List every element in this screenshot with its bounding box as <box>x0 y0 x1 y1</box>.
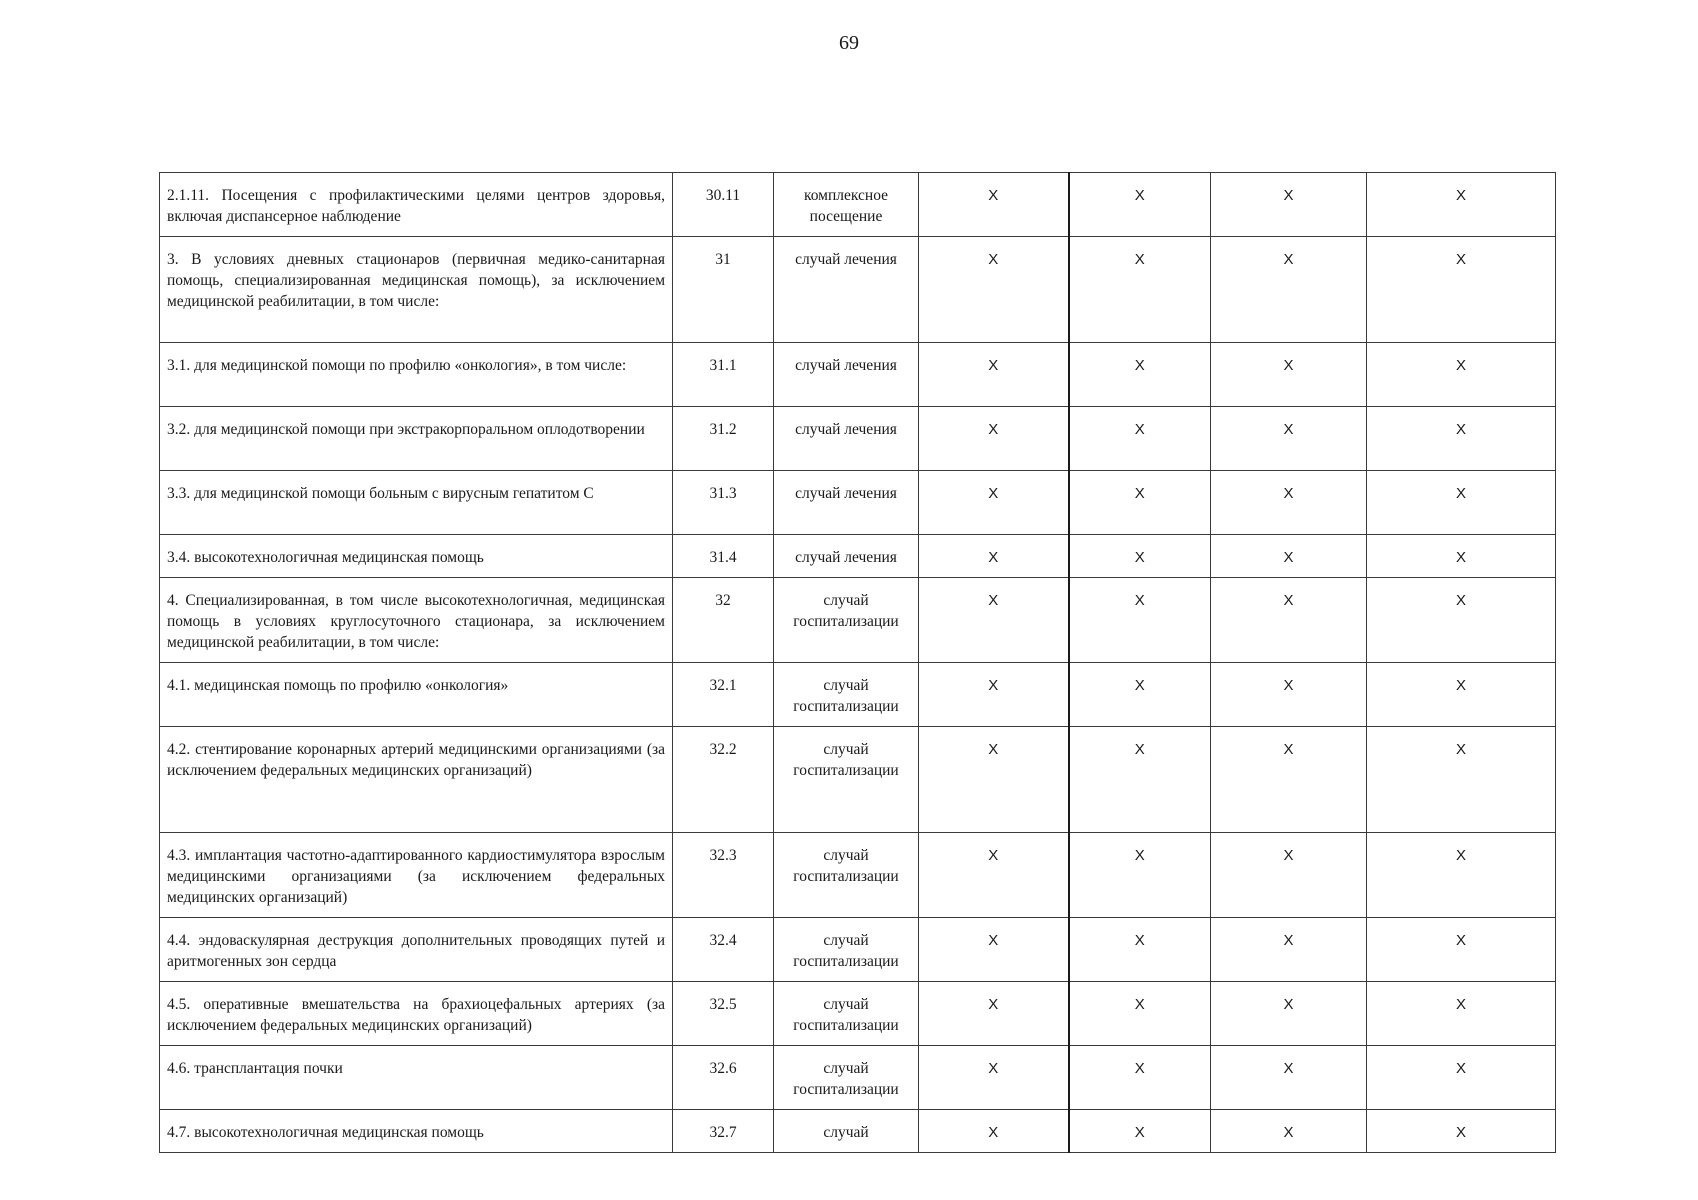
row-name-cell: 3.3. для медицинской помощи больным с вирусным гепатитом С <box>160 471 673 535</box>
table-row <box>160 237 1556 343</box>
table-row <box>160 1110 1556 1153</box>
row-value-cell: X <box>1211 663 1367 727</box>
row-code-cell: 31.3 <box>673 471 774 535</box>
row-name-cell: 4.7. высокотехнологичная медицинская помощь <box>160 1110 673 1153</box>
row-code-cell: 32.6 <box>673 1046 774 1110</box>
row-value-cell: X <box>1069 471 1211 535</box>
row-code-cell: 32 <box>673 578 774 663</box>
table-row <box>160 982 1556 1046</box>
row-value-cell: X <box>1069 918 1211 982</box>
row-value-cell: X <box>1211 535 1367 578</box>
row-value-cell: X <box>1069 663 1211 727</box>
row-value-cell: X <box>1367 663 1556 727</box>
row-value-cell: X <box>1211 727 1367 833</box>
row-value-cell: X <box>1367 173 1556 237</box>
row-value-cell: X <box>1367 407 1556 471</box>
row-name-cell: 2.1.11. Посещения с профилактическими целями центров здоровья, включая диспансерное наблюдение <box>160 173 673 237</box>
row-value-cell: X <box>919 1046 1069 1110</box>
row-code-cell: 31.2 <box>673 407 774 471</box>
row-name-cell: 4.4. эндоваскулярная деструкция дополнительных проводящих путей и аритмогенных зон сердца <box>160 918 673 982</box>
table-row <box>160 173 1556 237</box>
row-value-cell: X <box>1367 833 1556 918</box>
row-value-cell: X <box>1069 343 1211 407</box>
row-value-cell: X <box>1367 918 1556 982</box>
row-value-cell: X <box>919 982 1069 1046</box>
row-value-cell: X <box>919 833 1069 918</box>
page-number: 69 <box>839 32 859 54</box>
row-value-cell: X <box>919 663 1069 727</box>
row-name-cell: 4.2. стентирование коронарных артерий медицинскими организациями (за исключением федеральных медицинских организаций) <box>160 727 673 833</box>
row-value-cell: X <box>1367 727 1556 833</box>
row-unit-cell: случай госпитализации <box>774 578 919 663</box>
row-value-cell: X <box>1069 173 1211 237</box>
row-name-cell: 3.4. высокотехнологичная медицинская помощь <box>160 535 673 578</box>
row-unit-cell: случай госпитализации <box>774 663 919 727</box>
row-value-cell: X <box>1211 343 1367 407</box>
row-value-cell: X <box>1211 407 1367 471</box>
row-value-cell: X <box>919 343 1069 407</box>
row-unit-cell: случай госпитализации <box>774 918 919 982</box>
row-name-cell: 4.5. оперативные вмешательства на брахиоцефальных артериях (за исключением федеральных медицинских организаций) <box>160 982 673 1046</box>
row-value-cell: X <box>919 407 1069 471</box>
row-value-cell: X <box>1069 1046 1211 1110</box>
row-unit-cell: случай госпитализации <box>774 1046 919 1110</box>
row-unit-cell: случай госпитализации <box>774 982 919 1046</box>
table-row <box>160 918 1556 982</box>
row-name-cell: 4.1. медицинская помощь по профилю «онкология» <box>160 663 673 727</box>
row-value-cell: X <box>919 535 1069 578</box>
row-value-cell: X <box>1211 833 1367 918</box>
table-row <box>160 833 1556 918</box>
row-value-cell: X <box>1211 1046 1367 1110</box>
table-row <box>160 471 1556 535</box>
row-value-cell: X <box>1211 918 1367 982</box>
row-value-cell: X <box>1211 173 1367 237</box>
row-value-cell: X <box>919 727 1069 833</box>
row-value-cell: X <box>1069 407 1211 471</box>
row-value-cell: X <box>1069 982 1211 1046</box>
row-value-cell: X <box>1367 982 1556 1046</box>
row-name-cell: 3. В условиях дневных стационаров (первичная медико-санитарная помощь, специализированная медицинская помощь), за исключением медицинской реабилитации, в том числе: <box>160 237 673 343</box>
table-row <box>160 663 1556 727</box>
row-value-cell: X <box>1069 1110 1211 1153</box>
row-unit-cell: случай лечения <box>774 535 919 578</box>
row-value-cell: X <box>1367 471 1556 535</box>
row-value-cell: X <box>1367 343 1556 407</box>
row-code-cell: 32.4 <box>673 918 774 982</box>
row-value-cell: X <box>1367 578 1556 663</box>
row-value-cell: X <box>1211 237 1367 343</box>
table-row <box>160 343 1556 407</box>
row-value-cell: X <box>1211 1110 1367 1153</box>
row-value-cell: X <box>1367 237 1556 343</box>
row-value-cell: X <box>919 237 1069 343</box>
row-code-cell: 31.1 <box>673 343 774 407</box>
table-row <box>160 727 1556 833</box>
row-value-cell: X <box>919 578 1069 663</box>
row-name-cell: 3.1. для медицинской помощи по профилю «онкология», в том числе: <box>160 343 673 407</box>
row-unit-cell: случай лечения <box>774 407 919 471</box>
row-value-cell: X <box>1069 727 1211 833</box>
row-unit-cell: случай лечения <box>774 471 919 535</box>
table-row <box>160 578 1556 663</box>
row-name-cell: 3.2. для медицинской помощи при экстракорпоральном оплодотворении <box>160 407 673 471</box>
row-code-cell: 31.4 <box>673 535 774 578</box>
row-unit-cell: случай лечения <box>774 237 919 343</box>
table-body <box>160 173 1556 1153</box>
row-name-cell: 4. Специализированная, в том числе высокотехнологичная, медицинская помощь в условиях круглосуточного стационара, за исключением медицинской реабилитации, в том числе: <box>160 578 673 663</box>
row-code-cell: 32.3 <box>673 833 774 918</box>
data-table <box>159 172 1556 1153</box>
row-value-cell: X <box>1367 535 1556 578</box>
table-row <box>160 535 1556 578</box>
row-value-cell: X <box>1211 471 1367 535</box>
row-code-cell: 32.1 <box>673 663 774 727</box>
row-value-cell: X <box>1069 535 1211 578</box>
row-code-cell: 32.5 <box>673 982 774 1046</box>
row-name-cell: 4.6. трансплантация почки <box>160 1046 673 1110</box>
row-code-cell: 30.11 <box>673 173 774 237</box>
row-code-cell: 32.2 <box>673 727 774 833</box>
row-code-cell: 32.7 <box>673 1110 774 1153</box>
row-value-cell: X <box>1069 833 1211 918</box>
row-value-cell: X <box>1367 1110 1556 1153</box>
row-unit-cell: случай госпитализации <box>774 833 919 918</box>
row-unit-cell: случай госпитализации <box>774 727 919 833</box>
row-unit-cell: случай <box>774 1110 919 1153</box>
table-row <box>160 407 1556 471</box>
row-unit-cell: комплексное посещение <box>774 173 919 237</box>
row-value-cell: X <box>1367 1046 1556 1110</box>
row-name-cell: 4.3. имплантация частотно-адаптированного кардиостимулятора взрослым медицинскими организациями (за исключением федеральных медицинских организаций) <box>160 833 673 918</box>
row-value-cell: X <box>1211 982 1367 1046</box>
row-value-cell: X <box>919 918 1069 982</box>
row-value-cell: X <box>1211 578 1367 663</box>
row-value-cell: X <box>919 173 1069 237</box>
row-code-cell: 31 <box>673 237 774 343</box>
row-value-cell: X <box>919 1110 1069 1153</box>
table-row <box>160 1046 1556 1110</box>
row-value-cell: X <box>1069 578 1211 663</box>
row-value-cell: X <box>919 471 1069 535</box>
row-unit-cell: случай лечения <box>774 343 919 407</box>
row-value-cell: X <box>1069 237 1211 343</box>
